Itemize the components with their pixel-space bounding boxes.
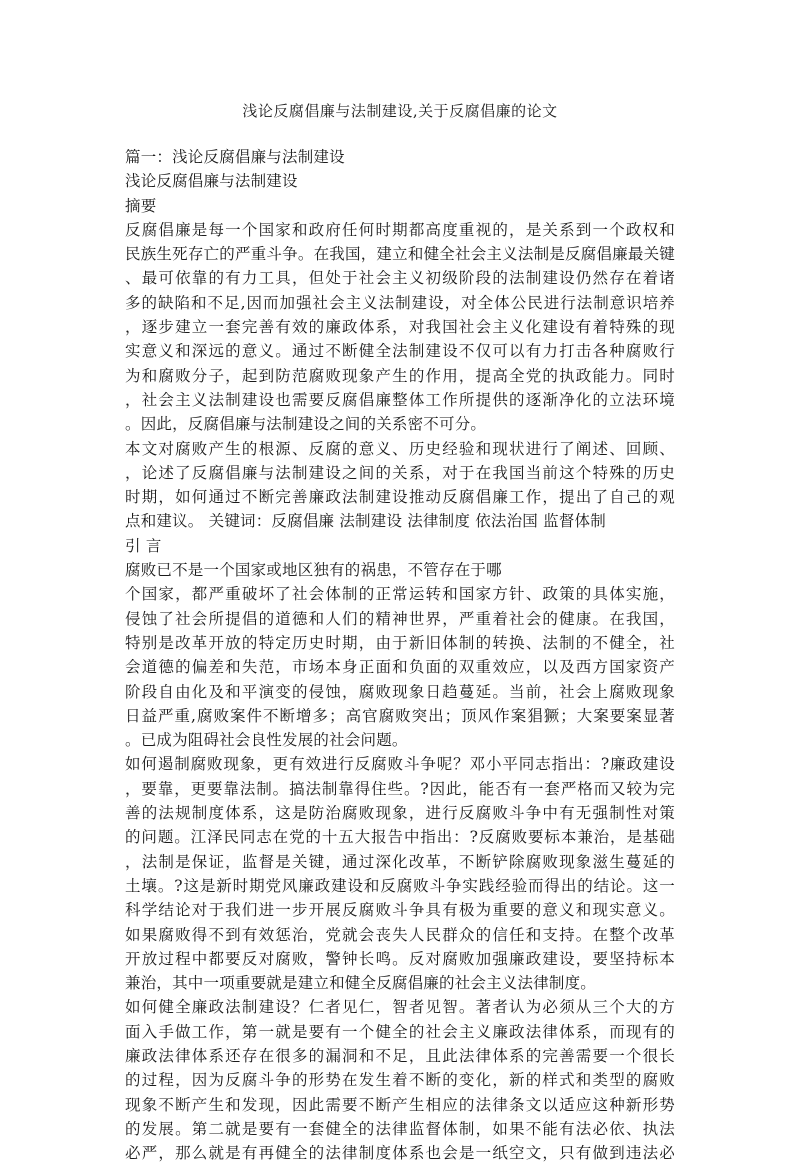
text-line: 引 言 [125,536,162,555]
text-line: 兼治，其中一项重要就是建立和健全反腐倡廉的社会主义法律制度。 [125,974,597,993]
text-line: 必严，那么就是有再健全的法律制度体系也会是一纸空文，只有做到违法必 [125,1144,675,1163]
text-line: 科学结论对于我们进一步开展反腐败斗争具有极为重要的意义和现实意义。 [125,901,675,920]
text-line: 摘要 [125,196,157,215]
text-line: 。因此，反腐倡廉与法制建设之间的关系密不可分。 [125,415,487,434]
text-line: 、最可依靠的有力工具，但处于社会主义初级阶段的法制建设仍然存在着诸 [125,269,675,288]
text-line: ，要靠，更要靠法制。搞法制靠得住些。?因此，能否有一套严格而又较为完 [125,779,675,798]
text-line: 如何健全廉政法制建设？仁者见仁，智者见智。著者认为必须从三个大的方 [125,998,675,1017]
text-line: 。已成为阻碍社会良性发展的社会问题。 [125,731,408,750]
text-line: 开放过程中都要反对腐败，警钟长鸣。反对腐败加强廉政建设，要坚持标本 [125,949,675,968]
text-line: 的问题。江泽民同志在党的十五大报告中指出：?反腐败要标本兼治，是基础 [125,828,675,847]
text-line: 实意义和深远的意义。通过不断健全法制建设不仅可以有力打击各种腐败行 [125,342,675,361]
text-line: 特别是改革开放的特定历史时期，由于新旧体制的转换、法制的不健全，社 [125,633,675,652]
text-line: 的发展。第二就是要有一套健全的法律监督体制，如果不能有法必依、执法 [125,1119,675,1138]
text-line: 面入手做工作，第一就是要有一个健全的社会主义廉政法律体系，而现有的 [125,1022,675,1041]
text-line: 土壤。?这是新时期党风廉政建设和反腐败斗争实践经验而得出的结论。这一 [125,876,675,895]
text-line: ，逐步建立一套完善有效的廉政体系，对我国社会主义化建设有着特殊的现 [125,318,675,337]
text-line: 如果腐败得不到有效惩治，党就会丧失人民群众的信任和支持。在整个改革 [125,925,675,944]
text-line: 个国家，都严重破坏了社会体制的正常运转和国家方针、政策的具体实施， [125,585,675,604]
text-line: 本文对腐败产生的根源、反腐的意义、历史经验和现状进行了阐述、回顾、 [125,439,675,458]
text-line: ，论述了反腐倡廉与法制建设之间的关系，对于在我国当前这个特殊的历史 [125,463,675,482]
text-line: 反腐倡廉是每一个国家和政府任何时期都高度重视的，是关系到一个政权和 [125,220,675,239]
text-line: 的过程，因为反腐斗争的形势在发生着不断的变化，新的样式和类型的腐败 [125,1071,675,1090]
text-line: 日益严重,腐败案件不断增多；高官腐败突出；顶风作案猖獗；大案要案显著 [125,706,675,725]
text-line: 时期，如何通过不断完善廉政法制建设推动反腐倡廉工作，提出了自己的观 [125,488,675,507]
text-line: 为和腐败分子，起到防范腐败现象产生的作用，提高全党的执政能力。同时 [125,366,675,385]
text-line: 点和建议。 关键词：反腐倡廉 法制建设 法律制度 依法治国 监督体制 [125,512,606,531]
text-line: ，社会主义法制建设也需要反腐倡廉整体工作所提供的逐渐净化的立法环境 [125,390,675,409]
text-line: 浅论反腐倡廉与法制建设 [125,172,298,191]
text-line: 会道德的偏差和失范，市场本身正面和负面的双重效应，以及西方国家资产 [125,658,675,677]
text-line: 善的法规制度体系，这是防治腐败现象，进行反腐败斗争中有无强制性对策 [125,804,675,823]
text-line: 侵蚀了社会所提倡的道德和人们的精神世界，严重着社会的健康。在我国， [125,609,675,628]
text-line: 篇一：浅论反腐倡廉与法制建设 [125,148,345,166]
text-line: 阶段自由化及和平演变的侵蚀，腐败现象日趋蔓延。当前，社会上腐败现象 [125,682,675,701]
document-title: 浅论反腐倡廉与法制建设,关于反腐倡廉的论文 [242,102,558,120]
text-line: 现象不断产生和发现，因此需要不断产生相应的法律条文以适应这种新形势 [125,1095,675,1114]
text-line: ，法制是保证，监督是关键，通过深化改革，不断铲除腐败现象滋生蔓延的 [125,852,675,871]
text-line: 如何遏制腐败现象，更有效进行反腐败斗争呢？邓小平同志指出：?廉政建设 [125,755,675,774]
text-line: 民族生死存亡的严重斗争。在我国，建立和健全社会主义法制是反腐倡廉最关键 [125,245,675,264]
text-line: 多的缺陷和不足,因而加强社会主义法制建设，对全体公民进行法制意识培养 [125,293,675,312]
document-body [125,145,675,1165]
text-line: 腐败已不是一个国家或地区独有的祸患，不管存在于哪 [125,561,502,580]
text-line: 廉政法律体系还存在很多的漏洞和不足，且此法律体系的完善需要一个很长 [125,1046,675,1065]
